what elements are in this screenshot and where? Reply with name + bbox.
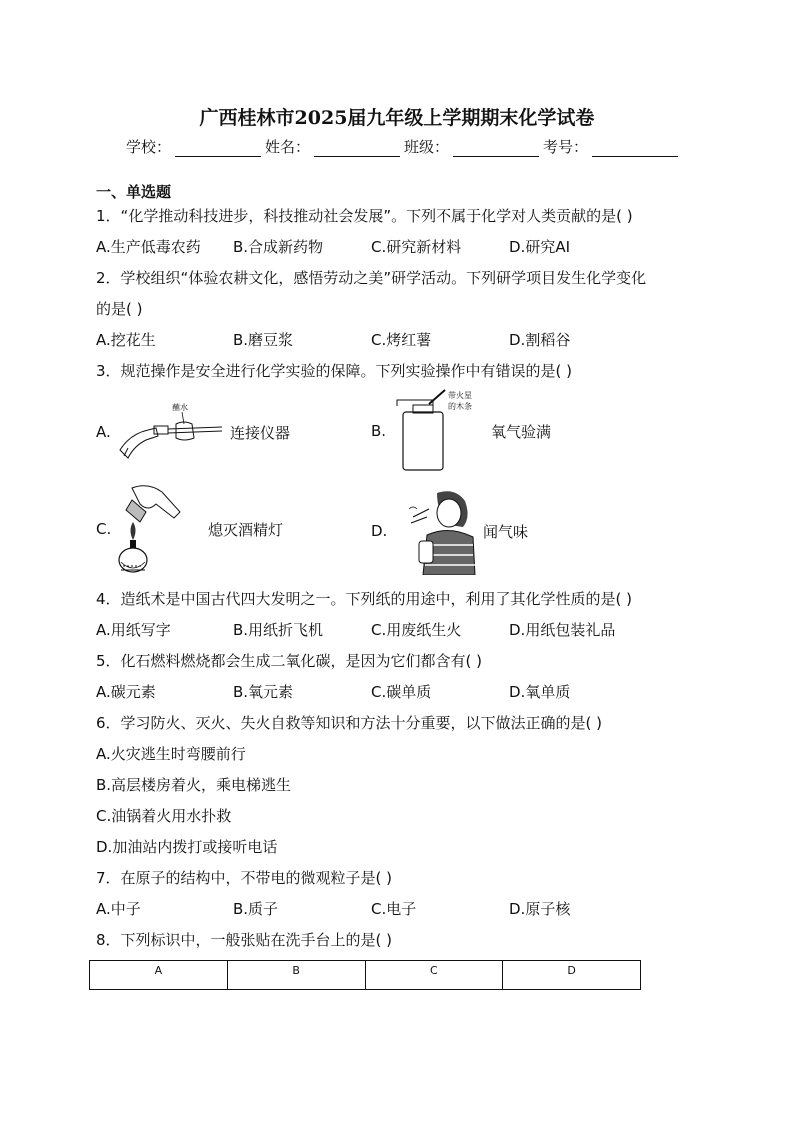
question-5-option-a: A.碳元素 bbox=[96, 683, 156, 701]
question-6-option-c: C.油锅着火用水扑救 bbox=[96, 807, 232, 825]
dip-water-label: 蘸水 bbox=[172, 403, 188, 412]
question-7-option-a: A.中子 bbox=[96, 900, 141, 918]
section-heading: 一、单选题 bbox=[96, 183, 172, 201]
table-cell-c: C bbox=[365, 961, 503, 990]
question-5-option-c: C.碳单质 bbox=[371, 683, 432, 701]
exam-title: 广西桂林市2025届九年级上学期期末化学试卷 bbox=[199, 107, 595, 129]
oxygen-bottle-illustration bbox=[393, 388, 485, 474]
question-2-option-d: D.割稻谷 bbox=[509, 331, 571, 349]
question-2-option-a: A.挖花生 bbox=[96, 331, 156, 349]
question-6-stem: 6．学习防火、灭火、失火自救等知识和方法十分重要，以下做法正确的是( ) bbox=[96, 714, 603, 732]
connect-tube-illustration bbox=[118, 398, 224, 466]
table-cell-a: A bbox=[90, 961, 228, 990]
option-letter: C. bbox=[96, 520, 112, 538]
class-label: 班级： bbox=[404, 138, 450, 156]
name-blank[interactable] bbox=[314, 142, 400, 157]
question-4-option-d: D.用纸包装礼品 bbox=[509, 621, 616, 639]
question-2-option-b: B.磨豆浆 bbox=[233, 331, 294, 349]
question-4-option-a: A.用纸写字 bbox=[96, 621, 171, 639]
school-label: 学校： bbox=[126, 138, 172, 156]
class-blank[interactable] bbox=[453, 142, 539, 157]
splint-label-1: 带火星 bbox=[448, 391, 472, 400]
option-caption: 氧气验满 bbox=[491, 422, 552, 441]
question-7-stem: 7．在原子的结构中，不带电的微观粒子是( ) bbox=[96, 869, 393, 887]
question-6-option-a: A.火灾逃生时弯腰前行 bbox=[96, 745, 246, 763]
option-caption: 熄灭酒精灯 bbox=[208, 520, 284, 539]
question-5-stem: 5．化石燃料燃烧都会生成二氧化碳，是因为它们都含有( ) bbox=[96, 652, 483, 670]
question-5-option-b: B.氧元素 bbox=[233, 683, 294, 701]
question-8-stem: 8．下列标识中，一般张贴在洗手台上的是( ) bbox=[96, 931, 393, 949]
option-letter: A. bbox=[96, 423, 111, 441]
question-2-option-c: C.烤红薯 bbox=[371, 331, 432, 349]
student-info-row bbox=[126, 136, 682, 157]
alcohol-lamp-illustration bbox=[118, 482, 182, 576]
question-1-option-a: A.生产低毒农药 bbox=[96, 238, 201, 256]
question-7-option-c: C.电子 bbox=[371, 900, 417, 918]
sign-options-table bbox=[89, 960, 641, 990]
option-caption: 闻气味 bbox=[483, 522, 529, 541]
question-5-option-d: D.氧单质 bbox=[509, 683, 571, 701]
table-row bbox=[90, 961, 641, 990]
table-cell-d: D bbox=[503, 961, 641, 990]
question-1-option-d: D.研究AI bbox=[509, 238, 571, 256]
question-4-stem: 4．造纸术是中国古代四大发明之一。下列纸的用途中，利用了其化学性质的是( ) bbox=[96, 590, 633, 608]
number-label: 考号： bbox=[543, 138, 589, 156]
question-6-option-b: B.高层楼房着火，乘电梯逃生 bbox=[96, 776, 292, 794]
option-caption: 连接仪器 bbox=[230, 423, 291, 442]
question-3-option-d bbox=[371, 487, 528, 575]
question-6-option-d: D.加油站内拨打或接听电话 bbox=[96, 838, 278, 856]
splint-label-2: 的木条 bbox=[448, 402, 472, 411]
school-blank[interactable] bbox=[175, 142, 261, 157]
option-letter: B. bbox=[371, 422, 387, 440]
question-1-option-b: B.合成新药物 bbox=[233, 238, 324, 256]
smell-gas-illustration bbox=[393, 487, 477, 575]
question-3-option-a bbox=[96, 398, 290, 466]
option-letter: D. bbox=[371, 522, 388, 540]
question-2-stem: 2．学校组织“体验农耕文化，感悟劳动之美”研学活动。下列研学项目发生化学变化 bbox=[96, 269, 647, 287]
number-blank[interactable] bbox=[592, 142, 678, 157]
name-label: 姓名： bbox=[265, 138, 311, 156]
question-1-option-c: C.研究新材料 bbox=[371, 238, 462, 256]
question-4-option-b: B.用纸折飞机 bbox=[233, 621, 324, 639]
question-3-option-b bbox=[371, 388, 551, 474]
question-3-stem: 3．规范操作是安全进行化学实验的保障。下列实验操作中有错误的是( ) bbox=[96, 362, 573, 380]
question-1-stem: 1．“化学推动科技进步，科技推动社会发展”。下列不属于化学对人类贡献的是( ) bbox=[96, 207, 633, 225]
question-7-option-d: D.原子核 bbox=[509, 900, 571, 918]
question-7-option-b: B.质子 bbox=[233, 900, 279, 918]
question-4-option-c: C.用废纸生火 bbox=[371, 621, 462, 639]
question-3-option-c bbox=[96, 482, 283, 576]
question-2-stem-cont: 的是( ) bbox=[96, 300, 143, 318]
table-cell-b: B bbox=[227, 961, 365, 990]
